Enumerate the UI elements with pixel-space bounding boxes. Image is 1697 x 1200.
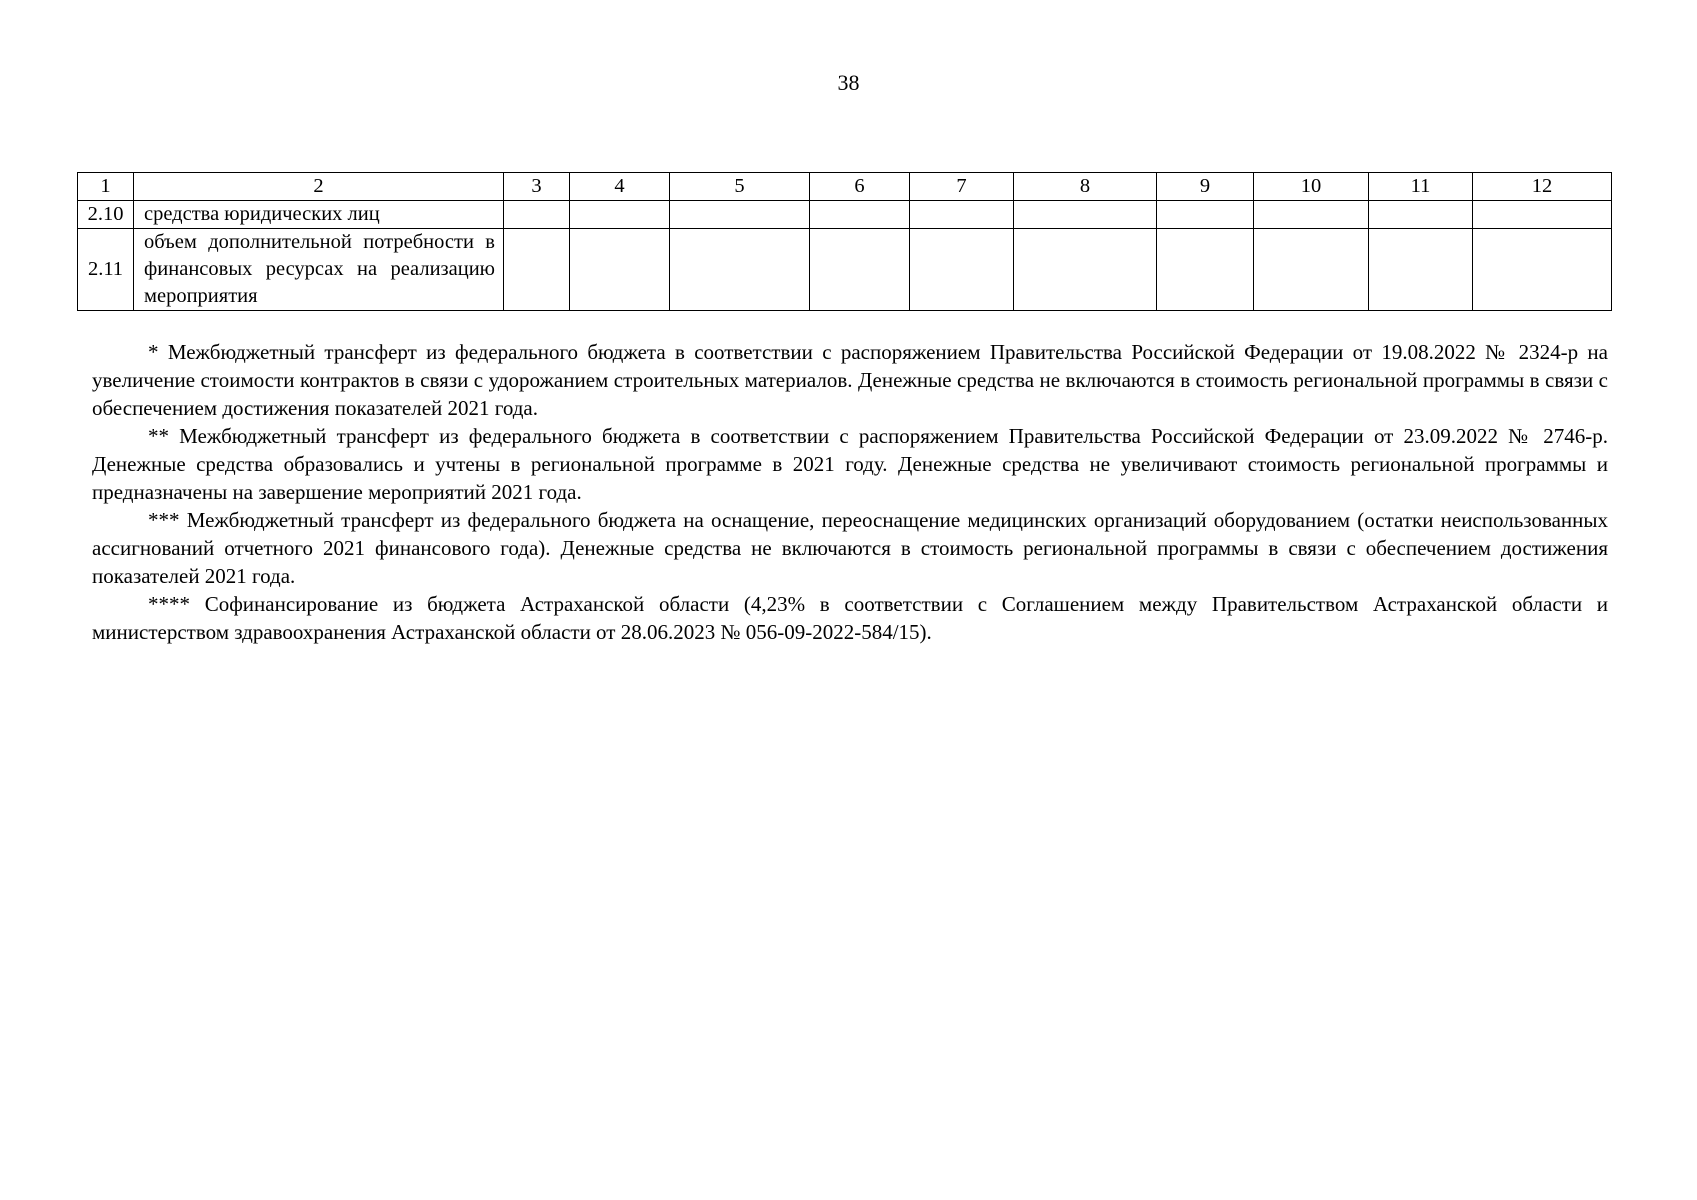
column-header: 3 [504, 173, 570, 201]
column-header: 1 [78, 173, 134, 201]
footnote: *** Межбюджетный трансферт из федерального бюджета на оснащение, переоснащение медицинских организаций оборудованием (остатки неиспользованных ассигнований отчетного 2021 финансового года). Денежные средства не включаются в стоимость региональной программы в связи с обеспечением достижения показателей 2021 года. [92, 508, 1608, 588]
table-cell [810, 229, 910, 311]
table-cell [570, 201, 670, 229]
row-name: средства юридических лиц [134, 201, 504, 229]
column-header: 9 [1157, 173, 1254, 201]
table-cell [1473, 201, 1612, 229]
table-cell [504, 229, 570, 311]
table-cell [1369, 229, 1473, 311]
table-row [78, 201, 1612, 229]
table-cell [1014, 201, 1157, 229]
table-cell [570, 229, 670, 311]
column-header: 6 [810, 173, 910, 201]
table-cell [670, 229, 810, 311]
table-cell [1254, 229, 1369, 311]
table-cell [670, 201, 810, 229]
table-cell [1254, 201, 1369, 229]
row-number: 2.10 [78, 201, 134, 229]
footnote: * Межбюджетный трансферт из федерального бюджета в соответствии с распоряжением Правительства Российской Федерации от 19.08.2022 № 2324-р на увеличение стоимости контрактов в связи с удорожанием строительных материалов. Денежные средства не включаются в стоимость региональной программы в связи с обеспечением достижения показателей 2021 года. [92, 340, 1608, 420]
table-cell [1157, 229, 1254, 311]
column-header: 8 [1014, 173, 1157, 201]
footnote: **** Софинансирование из бюджета Астраханской области (4,23% в соответствии с Соглашением между Правительством Астраханской области и министерством здравоохранения Астраханской области от 28.06.2023 № 056-09-2022-584/15). [92, 592, 1608, 644]
table-cell [504, 201, 570, 229]
column-header: 5 [670, 173, 810, 201]
column-header: 10 [1254, 173, 1369, 201]
table-cell [1157, 201, 1254, 229]
table-cell [910, 201, 1014, 229]
table-header-row [78, 173, 1612, 201]
column-header: 12 [1473, 173, 1612, 201]
footnotes [92, 338, 1608, 646]
column-header: 7 [910, 173, 1014, 201]
column-header: 2 [134, 173, 504, 201]
footnote: ** Межбюджетный трансферт из федерального бюджета в соответствии с распоряжением Правительства Российской Федерации от 23.09.2022 № 2746-р. Денежные средства образовались и учтены в региональной программе в 2021 году. Денежные средства не увеличивают стоимость региональной программы и предназначены на завершение мероприятий 2021 года. [92, 424, 1608, 504]
table-cell [810, 201, 910, 229]
table-cell [1369, 201, 1473, 229]
column-header: 4 [570, 173, 670, 201]
budget-table [77, 172, 1612, 311]
table-cell [1014, 229, 1157, 311]
page-number: 38 [837, 70, 860, 95]
table-cell [1473, 229, 1612, 311]
row-number: 2.11 [78, 229, 134, 311]
table-cell [910, 229, 1014, 311]
row-name: объем дополнительной потребности в финансовых ресурсах на реализацию мероприятия [134, 229, 504, 311]
column-header: 11 [1369, 173, 1473, 201]
table-row [78, 229, 1612, 311]
